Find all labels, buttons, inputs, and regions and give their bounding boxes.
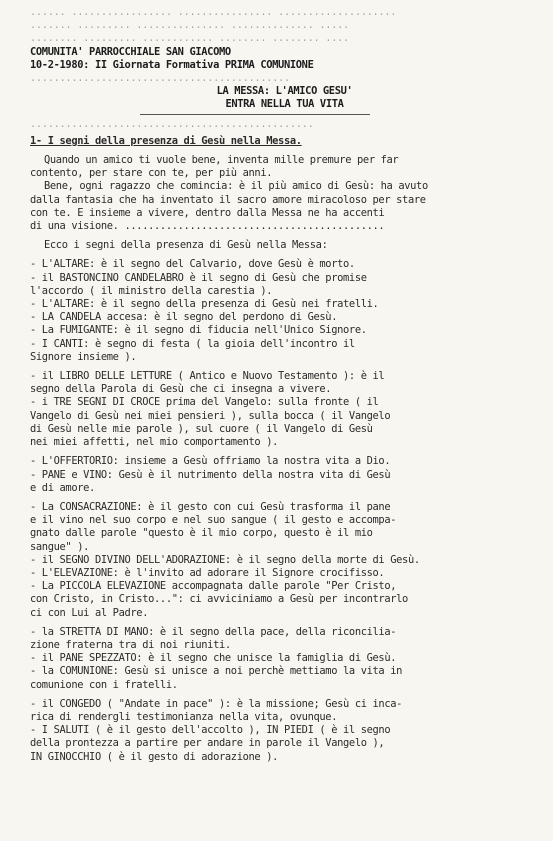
- list-item: - i TRE SEGNI DI CROCE prima del Vangelo: sulla fronte ( il: [30, 396, 379, 409]
- list-item: - il SEGNO DIVINO DELL'ADORAZIONE: è il segno della morte di Gesù.: [30, 553, 420, 566]
- list-item: - la STRETTA DI MANO: è il segno della pace, della riconcilia-: [30, 625, 397, 638]
- list-item: Signore insieme ).: [30, 350, 137, 363]
- header-faint-line-2: ....... ......... ............... .............. .....: [30, 19, 349, 32]
- list-item: - il CONGEDO ( "Andate in pace" ): è la missione; Gesù ci inca-: [30, 697, 403, 710]
- list-item: segno della Parola di Gesù che ci insegna a vivere.: [30, 383, 332, 396]
- list-item: comunione con i fratelli.: [30, 678, 178, 691]
- list-item: - il BASTONCINO CANDELABRO è il segno di Gesù che promise: [30, 271, 367, 284]
- list-item: Vangelo di Gesù nei miei pensieri ), sulla bocca ( il Vangelo: [30, 409, 391, 422]
- list-intro: Ecco i segni della presenza di Gesù nella Messa:: [44, 239, 328, 252]
- header-faint-line-9: ................................................: [30, 117, 314, 130]
- list-item: - L'ALTARE: è il segno del Calvario, dove Gesù è morto.: [30, 258, 355, 271]
- list-item: e il vino nel suo corpo e nel suo sangue ( il gesto e accompa-: [30, 514, 397, 527]
- list-item: nei miei affetti, nel mio comportamento ).: [30, 436, 279, 449]
- header-faint-line-3: ........ ......... ............ ........ ........ ....: [30, 32, 349, 45]
- list-group-e: [30, 626, 539, 692]
- list-item: - il LIBRO DELLE LETTURE ( Antico e Nuovo Testamento ): è il: [30, 370, 385, 383]
- list-item: - la COMUNIONE: Gesù si unisce a noi perchè mettiamo la vita in: [30, 665, 403, 678]
- list-item: di Gesù nelle mie parole ), sul cuore ( il Vangelo di Gesù: [30, 422, 373, 435]
- header-faint-line-6: ............................................: [30, 72, 290, 85]
- list-item: - I CANTI: è segno di festa ( la gioia dell'incontro il: [30, 337, 355, 350]
- list-item: - La CONSACRAZIONE: è il gesto con cui Gesù trasforma il pane: [30, 500, 391, 513]
- paragraph-line: Quando un amico ti vuole bene, inventa mille premure per far: [44, 154, 399, 167]
- date-line: 10-2-1980: II Giornata Formativa PRIMA COMUNIONE: [30, 58, 314, 71]
- list-item: IN GINOCCHIO ( è il gesto di adorazione ).: [30, 750, 279, 763]
- paragraph-2: [30, 180, 539, 233]
- paragraph-line: di una visione. ............................................: [30, 220, 385, 233]
- list-item: - PANE e VINO: Gesù è il nutrimento della nostra vita di Gesù: [30, 468, 391, 481]
- title-line-1: LA MESSA: L'AMICO GESU': [216, 85, 353, 98]
- paragraph-line: Bene, ogni ragazzo che comincia: è il più amico di Gesù: ha avuto: [44, 180, 428, 193]
- section-heading: 1- I segni della presenza di Gesù nella Messa.: [30, 134, 302, 147]
- list-group-d: [30, 501, 539, 620]
- list-item: - I SALUTI ( è il gesto dell'accolto ), IN PIEDI ( è il segno: [30, 724, 391, 737]
- list-item: - La PICCOLA ELEVAZIONE accompagnata dalle parole "Per Cristo,: [30, 580, 397, 593]
- title-line-2: ENTRA NELLA TUA VITA: [225, 98, 344, 111]
- list-item: - La FUMIGANTE: è il segno di fiducia nell'Unico Signore.: [30, 324, 367, 337]
- list-item: sangue" ).: [30, 540, 90, 553]
- paragraph-1: [30, 154, 539, 180]
- list-item: - L'ALTARE: è il segno della presenza di Gesù nei fratelli.: [30, 298, 379, 311]
- list-group-c: [30, 455, 539, 495]
- list-item: - L'ELEVAZIONE: è l'invito ad adorare il Signore crocifisso.: [30, 566, 385, 579]
- parish-name: COMUNITA' PARROCCHIALE SAN GIACOMO: [30, 45, 231, 58]
- list-group-a: [30, 258, 539, 364]
- list-item: e di amore.: [30, 481, 95, 494]
- title-divider: [140, 114, 370, 115]
- paragraph-line: con te. E insieme a vivere, dentro dalla Messa ne ha accenti: [30, 206, 385, 219]
- paragraph-line: dalla fantasia che ha inventato il sacro amore miracoloso per stare: [30, 193, 426, 206]
- list-item: zione fraterna tra di noi riuniti.: [30, 638, 231, 651]
- header-faint-line-1: ...... ................. ................ ....................: [30, 6, 397, 18]
- list-item: ci con Lui al Padre.: [30, 606, 149, 619]
- list-item: gnato dalle parole "questo è il mio corpo, questo è il mio: [30, 527, 373, 540]
- list-item: della prontezza a partire per andare in parole il Vangelo ),: [30, 737, 385, 750]
- list-group-f: [30, 698, 539, 764]
- list-item: rica di rendergli testimonianza nella vita, ovunque.: [30, 710, 338, 723]
- list-item: l'accordo ( il ministro della carestia ).: [30, 284, 273, 297]
- list-item: - il PANE SPEZZATO: è il segno che unisce la famiglia di Gesù.: [30, 652, 397, 665]
- list-item: con Cristo, in Cristo...": ci avviciniamo a Gesù per incontrarlo: [30, 593, 408, 606]
- list-item: - LA CANDELA accesa: è il segno del perdono di Gesù.: [30, 311, 338, 324]
- list-item: - L'OFFERTORIO: insieme a Gesù offriamo la nostra vita a Dio.: [30, 455, 391, 468]
- paragraph-line: contento, per stare con te, per più anni.: [30, 167, 273, 180]
- list-group-b: [30, 370, 539, 449]
